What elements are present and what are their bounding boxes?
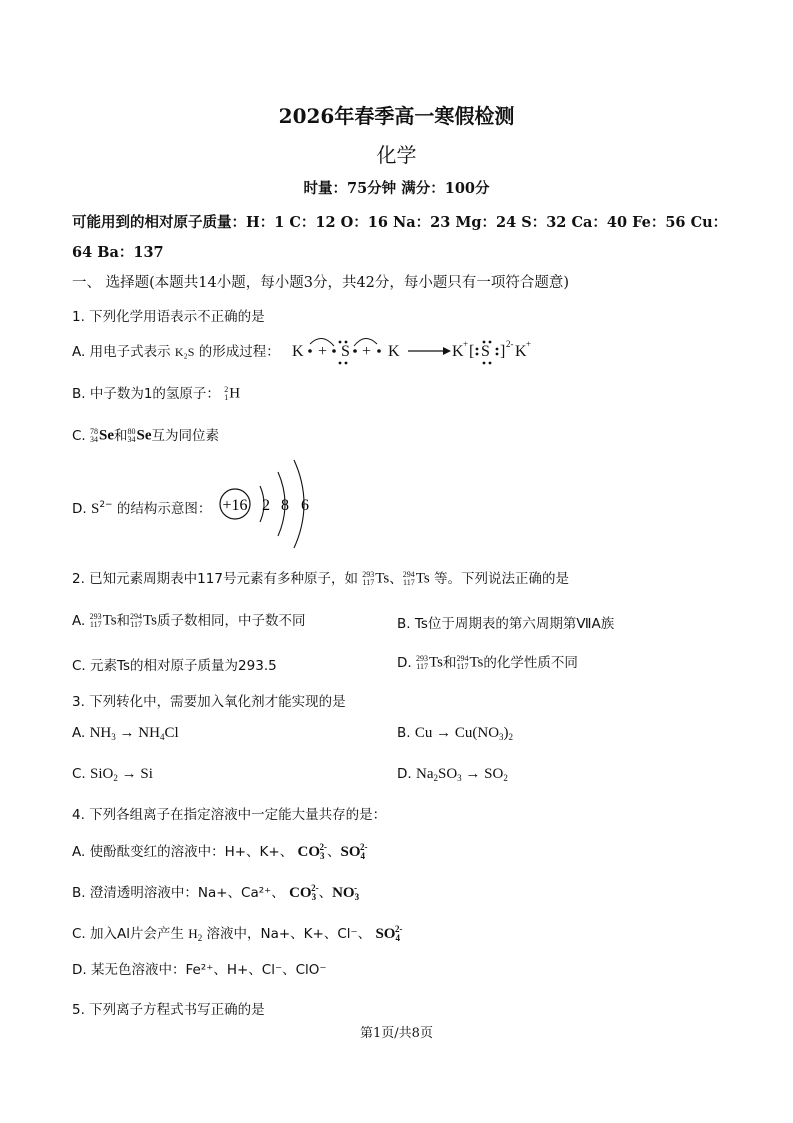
q1-d-suffix: 的结构示意图： (116, 501, 212, 517)
ts-293-isotope (90, 612, 117, 629)
selenium-80-isotope (128, 427, 152, 444)
q1-a-suffix: 的形成过程： (198, 344, 280, 360)
mass-number: 294 (456, 654, 469, 664)
element-symbol: Ts (415, 570, 430, 587)
mass-number: 293 (89, 612, 102, 622)
ts-293-isotope (362, 570, 389, 587)
atomic-number: 117 (403, 578, 415, 588)
mass-number: 78 (90, 427, 99, 437)
element-symbol: Ts (102, 612, 117, 629)
page-footer: 第1页/共8页 (360, 1026, 433, 1041)
and-text: 和 (442, 655, 457, 671)
section-heading: 一、 选择题(本题共14小题，每小题3分，共42分，每小题只有一项符合题意) (72, 275, 570, 291)
atomic-number: 117 (130, 620, 143, 630)
q1-option-a[interactable] (72, 340, 280, 360)
element-symbol: Ts (469, 654, 484, 671)
atomic-number: 1 (224, 393, 229, 403)
svg-text:S: S (341, 343, 350, 360)
element-symbol: Se (99, 427, 115, 444)
shell-1-electrons: 2 (262, 497, 270, 514)
q3-b-formula: $Cu \to Cu(NO_3)_2$ (414, 725, 514, 742)
option-letter: D. (397, 766, 412, 782)
q3-option-d[interactable] (397, 766, 508, 783)
and-text: 和 (116, 613, 131, 629)
svg-text:K: K (452, 343, 464, 360)
atomic-masses: 可能用到的相对原子质量：H：1 C：12 O：16 Na：23 Mg：24 S：32 Ca：40 Fe：56 Cu：64 Ba：137 (72, 214, 728, 261)
atomic-structure-diagram (216, 455, 316, 555)
q1-c-and: 和 (114, 428, 128, 444)
q1-a-prefix: A. 用电子式表示 (72, 344, 171, 360)
svg-text:+: + (463, 339, 469, 349)
nitrate-ion: $NO_3^-$ (332, 883, 360, 902)
mass-number: 294 (130, 612, 143, 622)
q3-option-a[interactable] (72, 725, 179, 742)
q4-option-c[interactable] (72, 922, 402, 943)
q4-b-text: B. 澄清透明溶液中：Na+、Ca²⁺、 (72, 885, 285, 901)
ts-294-isotope (456, 654, 483, 671)
question-1-stem: 1. 下列化学用语表示不正确的是 (72, 309, 265, 325)
q3-a-formula: $NH_3 \to NH_4Cl$ (89, 725, 179, 742)
svg-text:K: K (388, 343, 400, 360)
atomic-number: 117 (89, 620, 102, 630)
q4-option-a[interactable]: A. 使酚酞变红的溶液中：H+、K+、 $CO_3^{2-}$、$SO_4^{2-}$ (72, 842, 368, 861)
mass-number: 80 (127, 427, 136, 437)
mass-number: 2 (224, 385, 229, 395)
svg-text:+: + (318, 343, 328, 360)
element-symbol: Se (136, 427, 152, 444)
q4-option-b[interactable]: B. 澄清透明溶液中：Na+、Ca²⁺、 $CO_3^{2-}$、$NO_3^-$ (72, 883, 360, 902)
question-2-stem (72, 567, 569, 588)
option-letter: A. (72, 725, 86, 741)
q1-d-prefix: D. (72, 501, 87, 517)
atomic-number: 117 (456, 662, 469, 672)
svg-text:[: [ (469, 343, 475, 360)
q2-stem-b: 等。下列说法正确的是 (433, 571, 569, 587)
exam-title: 2026年春季高一寒假检测 (278, 104, 515, 128)
electron-formula-diagram (288, 330, 548, 370)
svg-text:K: K (292, 343, 304, 360)
svg-text:+: + (362, 343, 372, 360)
option-letter: B. (397, 725, 411, 741)
q1-option-b[interactable] (72, 382, 240, 403)
q4-a-text: A. 使酚酞变红的溶液中：H+、K+、 (72, 844, 294, 860)
ts-294-isotope (403, 570, 430, 587)
question-5-stem: 5. 下列离子方程式书写正确的是 (72, 1002, 265, 1018)
q2-a-text: 质子数相同，中子数不同 (157, 613, 306, 629)
q4-option-d[interactable]: D. 某无色溶液中：Fe²⁺、H+、Cl⁻、ClO⁻ (72, 962, 327, 978)
carbonate-ion: $CO_3^{2-}$ (297, 842, 328, 861)
q1-a-compound: K₂S (174, 345, 195, 359)
sulfide-ion-charge: 2− (99, 500, 113, 510)
atomic-number: 117 (362, 578, 375, 588)
sulfate-ion: $SO_4^{2-}$ (340, 842, 368, 861)
q1-option-d[interactable] (72, 497, 211, 518)
ts-293-isotope (416, 654, 443, 671)
q1-c-suffix: 互为同位素 (151, 428, 220, 444)
q3-d-formula: $Na_2SO_3 \to SO_2$ (415, 766, 508, 783)
q3-option-c[interactable] (72, 766, 153, 783)
svg-text:2-: 2- (506, 339, 514, 349)
svg-text:K: K (515, 343, 527, 360)
separator: 、 (389, 571, 403, 587)
carbonate-ion: $CO_3^{2-}$ (289, 883, 319, 902)
time-info: 时量：75分钟 满分：100分 (303, 180, 490, 197)
option-letter: A. (72, 613, 86, 629)
sulfate-ion: $SO_4^{2-}$ (375, 924, 403, 943)
subject-title: 化学 (376, 143, 417, 167)
q2-d-text: 的化学性质不同 (483, 655, 578, 671)
element-symbol: Ts (428, 654, 443, 671)
ts-294-isotope (130, 612, 157, 629)
nucleus-charge: +16 (222, 497, 248, 514)
mass-number: 293 (362, 570, 375, 580)
element-symbol: Ts (143, 612, 157, 629)
option-letter: D. (397, 655, 412, 671)
hydrogen-gas: $H_2$ (188, 926, 203, 943)
element-symbol: H (229, 385, 241, 402)
shell-3-electrons: 6 (301, 497, 309, 514)
svg-text:+: + (526, 339, 532, 349)
q2-option-c[interactable]: C. 元素Ts的相对原子质量为293.5 (72, 658, 277, 674)
selenium-78-isotope (90, 427, 114, 444)
question-4-stem: 4. 下列各组离子在指定溶液中一定能大量共存的是： (72, 807, 387, 823)
sulfide-ion-symbol: S (90, 501, 100, 517)
svg-text:]: ] (500, 343, 506, 360)
q2-option-b[interactable]: B. Ts位于周期表的第六周期第ⅦA族 (397, 616, 615, 632)
atomic-number: 34 (127, 435, 136, 445)
q3-option-b[interactable] (397, 725, 513, 742)
atomic-number: 117 (416, 662, 428, 672)
option-letter: C. (72, 766, 86, 782)
shell-2-electrons: 8 (281, 497, 289, 514)
atomic-number: 34 (90, 435, 99, 445)
q2-option-d[interactable] (397, 651, 578, 672)
q1-b-text: B. 中子数为1的氢原子： (72, 386, 220, 402)
q2-stem-a: 2. 已知元素周期表中117号元素有多种原子，如 (72, 571, 358, 587)
question-3-stem: 3. 下列转化中，需要加入氧化剂才能实现的是 (72, 694, 346, 710)
hydrogen-isotope (224, 385, 240, 402)
q2-option-a[interactable] (72, 609, 306, 630)
element-symbol: Ts (375, 570, 390, 587)
mass-number: 294 (402, 570, 415, 580)
q1-c-prefix: C. (72, 428, 86, 444)
q3-c-formula: SiO$_2$ → Si (90, 766, 153, 783)
q4-c-text-b: 溶液中，Na+、K+、Cl⁻、 (206, 926, 372, 942)
q1-option-c[interactable] (72, 424, 219, 445)
mass-number: 293 (415, 654, 428, 664)
svg-text:S: S (481, 343, 490, 360)
q4-c-text-a: C. 加入Al片会产生 (72, 926, 184, 942)
